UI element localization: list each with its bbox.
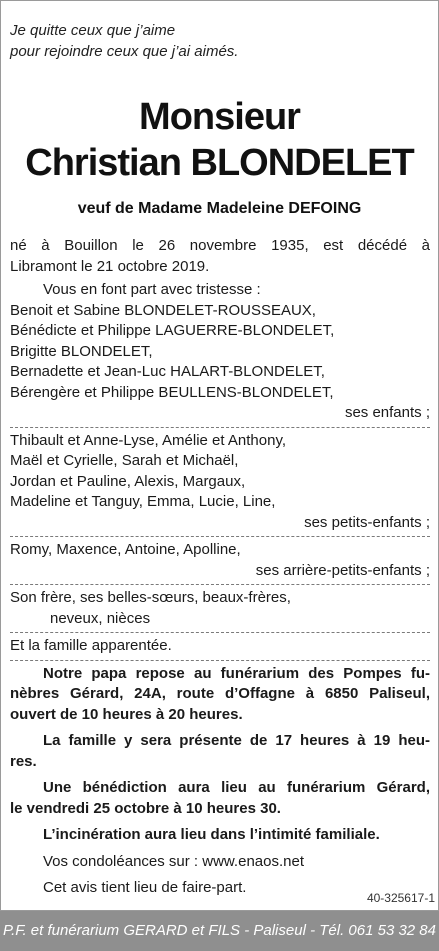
- siblings-line-2: neveux, nièces: [50, 609, 151, 627]
- cremation-line: L’incinération aura lieu dans l’intimité familiale.: [43, 826, 380, 843]
- reference-number: 40-325617-1: [366, 891, 435, 905]
- great-grandchildren: Romy, Maxence, Antoine, Apolline,: [10, 541, 241, 558]
- grandchildren-4: Madeline et Tanguy, Emma, Lucie, Line,: [10, 493, 276, 510]
- presence-line-2: res.: [10, 752, 37, 770]
- funeral-home-line-3: ouvert de 10 heures à 20 heures.: [10, 705, 243, 723]
- funeral-home-line-1: Notre papa repose au funérarium des Pompes fu-: [43, 664, 430, 682]
- divider: [10, 660, 430, 661]
- announce-line: Vous en font part avec tristesse :: [43, 281, 261, 298]
- birth-line-2: Libramont le 21 octobre 2019.: [10, 257, 210, 275]
- blessing-line-2: le vendredi 25 octobre à 10 heures 30.: [10, 799, 281, 817]
- divider: [10, 584, 430, 585]
- child-2: Bénédicte et Philippe LAGUERRE-BLONDELET,: [10, 322, 335, 339]
- child-5: Bérengère et Philippe BEULLENS-BLONDELET,: [10, 383, 334, 401]
- grandchildren-2: Maël et Cyrielle, Sarah et Michaël,: [10, 452, 239, 469]
- grandchildren-label: ses petits-enfants ;: [304, 513, 430, 531]
- child-3: Brigitte BLONDELET,: [10, 342, 153, 360]
- birth-line-1: né à Bouillon le 26 novembre 1935, est décédé à: [10, 237, 430, 254]
- family-line: Et la famille apparentée.: [10, 637, 172, 654]
- condolences-line: Vos condoléances sur : www.enaos.net: [43, 852, 304, 870]
- widow-line: veuf de Madame Madeleine DEFOING: [77, 200, 362, 217]
- title-honorific: Monsieur: [139, 96, 300, 138]
- grandchildren-1: Thibault et Anne-Lyse, Amélie et Anthony,: [10, 431, 287, 449]
- quote-line-1: Je quitte ceux que j’aime: [10, 22, 176, 39]
- notice-line: Cet avis tient lieu de faire-part.: [43, 879, 247, 896]
- funeral-home-line-2: nèbres Gérard, 24A, route d’Offagne à 6850 Paliseul,: [10, 685, 430, 702]
- presence-line-1: La famille y sera présente de 17 heures à 19 heu-: [43, 732, 430, 749]
- divider: [10, 427, 430, 428]
- funeral-director-banner: P.F. et funérarium GERARD et FILS - Paliseul - Tél. 061 53 32 84: [0, 911, 439, 951]
- children-label: ses enfants ;: [344, 404, 430, 421]
- divider: [10, 632, 430, 633]
- title-name: Christian BLONDELET: [25, 142, 414, 184]
- child-1: Benoit et Sabine BLONDELET-ROUSSEAUX,: [10, 301, 316, 319]
- blessing-line-1: Une bénédiction aura lieu au funérarium Gérard,: [43, 779, 430, 796]
- siblings-line-1: Son frère, ses belles-sœurs, beaux-frères,: [10, 589, 291, 606]
- epitaph-quote: [10, 20, 238, 62]
- child-4: Bernadette et Jean-Luc HALART-BLONDELET,: [10, 363, 325, 380]
- notice-body: [10, 236, 430, 899]
- quote-line-2: pour rejoindre ceux que j’ai aimés.: [10, 43, 239, 60]
- great-grandchildren-label: ses arrière-petits-enfants ;: [255, 561, 430, 579]
- divider: [10, 536, 430, 537]
- grandchildren-3: Jordan et Pauline, Alexis, Margaux,: [10, 472, 246, 490]
